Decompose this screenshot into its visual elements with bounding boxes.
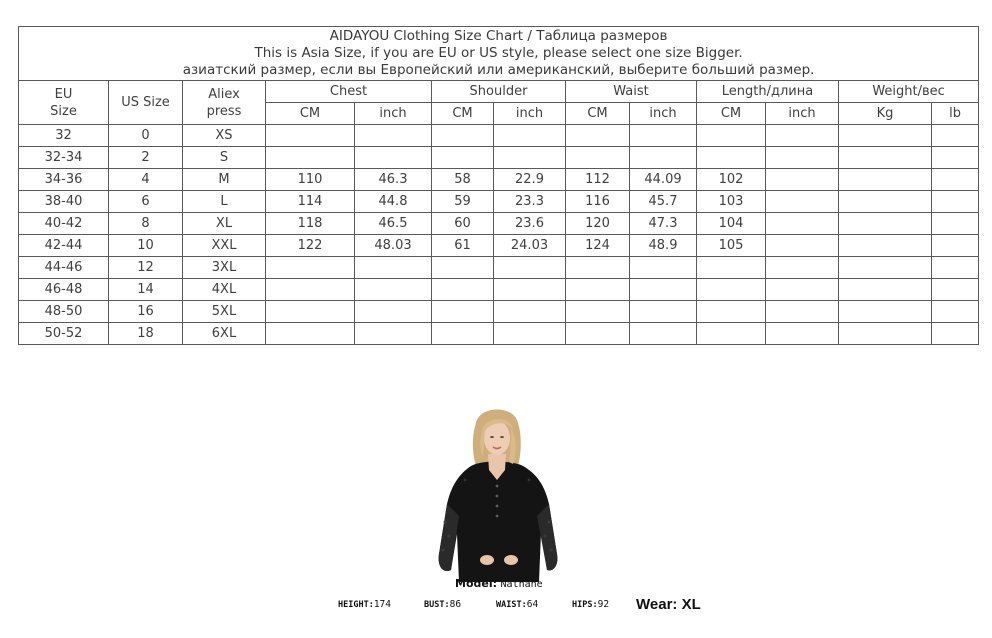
table-cell bbox=[630, 257, 697, 279]
model-stat-hips-label: HIPS: bbox=[572, 600, 598, 610]
table-cell: 59 bbox=[432, 191, 494, 213]
header-shoulder: Shoulder bbox=[432, 81, 566, 103]
table-cell bbox=[766, 279, 839, 301]
table-cell bbox=[355, 279, 432, 301]
table-cell bbox=[766, 235, 839, 257]
table-cell bbox=[766, 169, 839, 191]
table-cell bbox=[932, 191, 979, 213]
chart-title-line-2: This is Asia Size, if you are EU or US style, please select one size Bigger. bbox=[254, 45, 743, 61]
model-stat-bust-label: BUST: bbox=[424, 600, 450, 610]
subheader-waist-cm: CM bbox=[566, 103, 630, 125]
size-chart-body bbox=[19, 125, 979, 345]
table-cell: 6XL bbox=[183, 323, 266, 345]
table-cell bbox=[630, 301, 697, 323]
table-cell: 12 bbox=[109, 257, 183, 279]
table-cell bbox=[432, 147, 494, 169]
table-cell bbox=[266, 125, 355, 147]
table-cell bbox=[839, 191, 932, 213]
table-cell bbox=[766, 213, 839, 235]
table-cell: 8 bbox=[109, 213, 183, 235]
table-cell bbox=[432, 257, 494, 279]
model-hand-right bbox=[504, 555, 518, 565]
subheader-length-cm: CM bbox=[697, 103, 766, 125]
table-cell bbox=[494, 147, 566, 169]
subheader-shoulder-cm: CM bbox=[432, 103, 494, 125]
table-cell bbox=[932, 235, 979, 257]
model-stat-hips-value: 92 bbox=[597, 599, 610, 610]
table-cell bbox=[355, 125, 432, 147]
model-stat-height bbox=[338, 599, 391, 610]
table-cell bbox=[432, 279, 494, 301]
table-row bbox=[19, 213, 979, 235]
table-cell bbox=[932, 279, 979, 301]
table-cell bbox=[932, 147, 979, 169]
table-cell: 3XL bbox=[183, 257, 266, 279]
subheader-length-inch: inch bbox=[766, 103, 839, 125]
header-aliexpress: Aliex press bbox=[183, 81, 266, 125]
table-cell bbox=[839, 147, 932, 169]
table-cell bbox=[932, 169, 979, 191]
table-cell bbox=[566, 125, 630, 147]
table-cell: XS bbox=[183, 125, 266, 147]
model-name-value: Nathane bbox=[500, 579, 543, 590]
table-cell: 38-40 bbox=[19, 191, 109, 213]
table-cell: 60 bbox=[432, 213, 494, 235]
table-cell: 44.8 bbox=[355, 191, 432, 213]
table-cell bbox=[494, 257, 566, 279]
table-cell bbox=[630, 125, 697, 147]
table-cell bbox=[932, 125, 979, 147]
table-cell bbox=[494, 301, 566, 323]
table-cell: 122 bbox=[266, 235, 355, 257]
model-wear-size bbox=[636, 596, 701, 613]
table-cell: L bbox=[183, 191, 266, 213]
model-stat-bust-value: 86 bbox=[449, 599, 462, 610]
header-eu-size: EU Size bbox=[19, 81, 109, 125]
table-cell: 46-48 bbox=[19, 279, 109, 301]
table-row bbox=[19, 147, 979, 169]
table-row bbox=[19, 191, 979, 213]
table-cell bbox=[839, 301, 932, 323]
table-cell: 50-52 bbox=[19, 323, 109, 345]
table-cell bbox=[355, 147, 432, 169]
table-cell: 48-50 bbox=[19, 301, 109, 323]
table-cell bbox=[355, 301, 432, 323]
table-row bbox=[19, 169, 979, 191]
table-cell bbox=[566, 257, 630, 279]
table-cell bbox=[566, 301, 630, 323]
table-cell bbox=[697, 323, 766, 345]
chart-title-line-3: азиатский размер, если вы Европейский или американский, выберите больший размер. bbox=[182, 62, 815, 78]
table-cell bbox=[432, 323, 494, 345]
table-cell: 22.9 bbox=[494, 169, 566, 191]
table-cell: 48.9 bbox=[630, 235, 697, 257]
table-cell bbox=[766, 257, 839, 279]
table-cell bbox=[630, 323, 697, 345]
table-cell: 40-42 bbox=[19, 213, 109, 235]
table-cell bbox=[839, 235, 932, 257]
model-wear-label: Wear: bbox=[636, 596, 678, 613]
table-row bbox=[19, 279, 979, 301]
header-length: Length/длина bbox=[697, 81, 839, 103]
table-cell: 61 bbox=[432, 235, 494, 257]
table-cell: 105 bbox=[697, 235, 766, 257]
table-cell bbox=[566, 279, 630, 301]
table-cell bbox=[839, 125, 932, 147]
table-row bbox=[19, 301, 979, 323]
table-cell bbox=[432, 125, 494, 147]
model-name-label: Model: bbox=[455, 577, 498, 590]
table-cell: 4 bbox=[109, 169, 183, 191]
table-cell bbox=[494, 125, 566, 147]
table-cell bbox=[566, 147, 630, 169]
table-cell: 114 bbox=[266, 191, 355, 213]
subheader-chest-cm: CM bbox=[266, 103, 355, 125]
model-section bbox=[0, 390, 992, 638]
table-cell: 18 bbox=[109, 323, 183, 345]
table-cell: 16 bbox=[109, 301, 183, 323]
table-cell bbox=[839, 169, 932, 191]
table-cell bbox=[766, 147, 839, 169]
table-cell bbox=[697, 125, 766, 147]
chart-title-line-1: AIDAYOU Clothing Size Chart / Таблица размеров bbox=[329, 28, 668, 44]
table-cell bbox=[839, 279, 932, 301]
model-name bbox=[455, 577, 543, 590]
table-cell bbox=[766, 125, 839, 147]
model-stat-height-label: HEIGHT: bbox=[338, 600, 374, 610]
chart-title bbox=[19, 27, 979, 81]
table-cell: 48.03 bbox=[355, 235, 432, 257]
table-cell: 110 bbox=[266, 169, 355, 191]
header-waist: Waist bbox=[566, 81, 697, 103]
table-cell: 103 bbox=[697, 191, 766, 213]
subheader-weight-kg: Kg bbox=[839, 103, 932, 125]
table-cell bbox=[766, 191, 839, 213]
table-cell: 118 bbox=[266, 213, 355, 235]
header-us-size: US Size bbox=[109, 81, 183, 125]
table-cell bbox=[630, 147, 697, 169]
header-chest: Chest bbox=[266, 81, 432, 103]
model-stat-waist bbox=[496, 599, 538, 610]
table-row bbox=[19, 257, 979, 279]
table-cell: 112 bbox=[566, 169, 630, 191]
table-cell bbox=[494, 323, 566, 345]
table-cell: XL bbox=[183, 213, 266, 235]
table-cell bbox=[932, 213, 979, 235]
table-cell: 32 bbox=[19, 125, 109, 147]
table-cell: 23.6 bbox=[494, 213, 566, 235]
table-cell: 4XL bbox=[183, 279, 266, 301]
table-cell bbox=[355, 323, 432, 345]
size-chart-table bbox=[18, 26, 979, 345]
model-stat-waist-label: WAIST: bbox=[496, 600, 527, 610]
table-cell: 46.3 bbox=[355, 169, 432, 191]
table-cell: 104 bbox=[697, 213, 766, 235]
table-cell bbox=[266, 257, 355, 279]
table-row bbox=[19, 323, 979, 345]
table-cell bbox=[766, 301, 839, 323]
table-cell bbox=[839, 213, 932, 235]
subheader-waist-inch: inch bbox=[630, 103, 697, 125]
table-cell: 45.7 bbox=[630, 191, 697, 213]
table-cell bbox=[766, 323, 839, 345]
subheader-chest-inch: inch bbox=[355, 103, 432, 125]
model-stat-height-value: 174 bbox=[373, 599, 391, 610]
subheader-weight-lb: lb bbox=[932, 103, 979, 125]
subheader-shoulder-inch: inch bbox=[494, 103, 566, 125]
model-stat-hips bbox=[572, 599, 609, 610]
table-cell: 44-46 bbox=[19, 257, 109, 279]
table-cell: 32-34 bbox=[19, 147, 109, 169]
table-cell bbox=[566, 323, 630, 345]
table-cell bbox=[697, 279, 766, 301]
table-cell: 58 bbox=[432, 169, 494, 191]
table-cell: 44.09 bbox=[630, 169, 697, 191]
table-cell: 46.5 bbox=[355, 213, 432, 235]
table-cell bbox=[266, 323, 355, 345]
table-cell: 2 bbox=[109, 147, 183, 169]
model-stat-waist-value: 64 bbox=[526, 599, 539, 610]
table-cell bbox=[932, 301, 979, 323]
table-cell: 23.3 bbox=[494, 191, 566, 213]
table-cell bbox=[355, 257, 432, 279]
table-cell: 34-36 bbox=[19, 169, 109, 191]
model-photo bbox=[425, 404, 568, 582]
table-cell bbox=[266, 279, 355, 301]
table-cell bbox=[839, 323, 932, 345]
table-cell bbox=[839, 257, 932, 279]
table-row bbox=[19, 125, 979, 147]
table-cell bbox=[697, 257, 766, 279]
table-cell: 47.3 bbox=[630, 213, 697, 235]
table-cell: XXL bbox=[183, 235, 266, 257]
header-weight: Weight/вес bbox=[839, 81, 979, 103]
table-cell: 120 bbox=[566, 213, 630, 235]
table-row bbox=[19, 235, 979, 257]
model-wear-value: XL bbox=[681, 596, 701, 613]
table-cell: 116 bbox=[566, 191, 630, 213]
table-cell: 10 bbox=[109, 235, 183, 257]
table-cell: 6 bbox=[109, 191, 183, 213]
model-hand-left bbox=[480, 555, 494, 565]
model-stat-bust bbox=[424, 599, 461, 610]
table-cell bbox=[932, 323, 979, 345]
table-cell bbox=[630, 279, 697, 301]
table-cell: S bbox=[183, 147, 266, 169]
table-cell bbox=[697, 301, 766, 323]
table-cell bbox=[432, 301, 494, 323]
table-cell: 42-44 bbox=[19, 235, 109, 257]
table-cell bbox=[932, 257, 979, 279]
table-cell: M bbox=[183, 169, 266, 191]
table-cell: 0 bbox=[109, 125, 183, 147]
table-cell bbox=[266, 301, 355, 323]
table-cell: 5XL bbox=[183, 301, 266, 323]
table-cell: 124 bbox=[566, 235, 630, 257]
table-cell: 24.03 bbox=[494, 235, 566, 257]
table-cell bbox=[494, 279, 566, 301]
table-cell: 102 bbox=[697, 169, 766, 191]
table-cell: 14 bbox=[109, 279, 183, 301]
table-cell bbox=[266, 147, 355, 169]
table-cell bbox=[697, 147, 766, 169]
